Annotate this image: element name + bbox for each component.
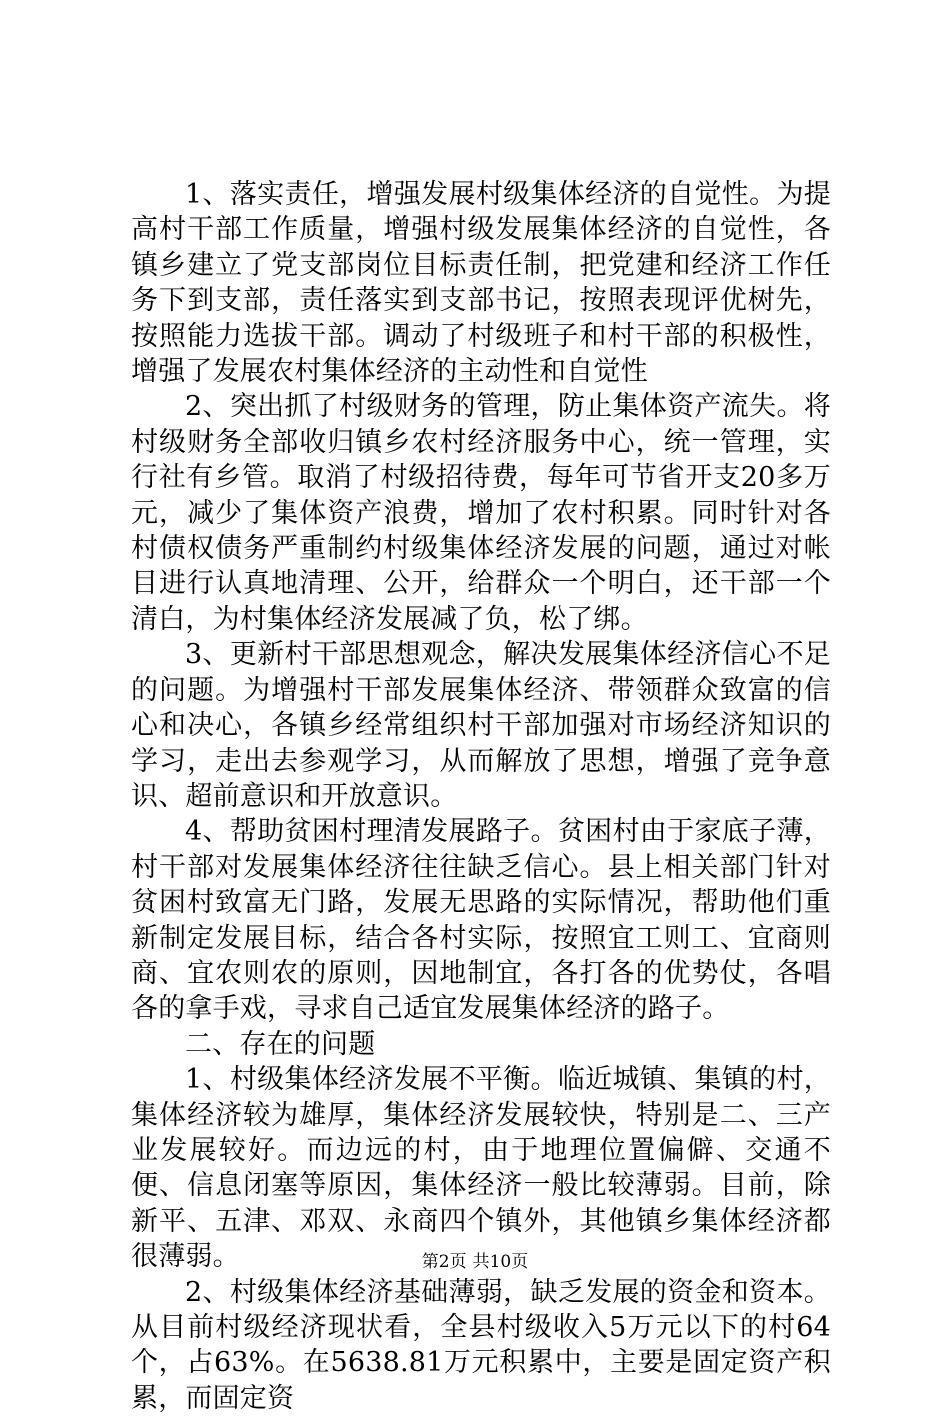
page-footer <box>0 1252 950 1272</box>
paragraph-finance-management: 2、突出抓了村级财务的管理，防止集体资产流失。将村级财务全部收归镇乡农村经济服务中心，统一管理，实行社有乡管。取消了村级招待费，每年可节省开支20多万元，减少了集体资产浪费，增加了农村积累。同时针对各村债权债务严重制约村级集体经济发展的问题，通过对帐目进行认真地清理、公开，给群众一个明白，还干部一个清白，为村集体经济发展减了负，松了绑。 <box>131 391 831 635</box>
paragraph-responsibility: 1、落实责任，增强发展村级集体经济的自觉性。为提高村干部工作质量，增强村级发展集体经济的自觉性，各镇乡建立了党支部岗位目标责任制，把党建和经济工作任务下到支部，责任落实到支部书记，按照表现评优树先，按照能力选拔干部。调动了村级班子和村干部的积极性，增强了发展农村集体经济的主动性和自觉性 <box>131 179 831 388</box>
page-number: 第2页 <box>421 1252 467 1272</box>
paragraph-mindset-update: 3、更新村干部思想观念，解决发展集体经济信心不足的问题。为增强村干部发展集体经济、带领群众致富的信心和决心，各镇乡经常组织村干部加强对市场经济知识的学习，走出去参观学习，从而解放了思想，增强了竞争意识、超前意识和开放意识。 <box>131 639 831 812</box>
page-total: 共10页 <box>472 1252 529 1272</box>
section-heading-problems: 二、存在的问题 <box>185 1028 376 1060</box>
paragraph-imbalance: 1、村级集体经济发展不平衡。临近城镇、集镇的村，集体经济较为雄厚，集体经济发展较快，特别是二、三产业发展较好。而边远的村，由于地理位置偏僻、交通不便、信息闭塞等原因，集体经济一般比较薄弱。目前，除新平、五津、邓双、永商四个镇外，其他镇乡集体经济都很薄弱。 <box>131 1064 831 1273</box>
body-text <box>131 177 831 1416</box>
paragraph-weak-foundation: 2、村级集体经济基础薄弱，缺乏发展的资金和资本。从目前村级经济现状看，全县村级收入5万元以下的村64个，占63%。在5638.81万元积累中，主要是固定资产积累，而固定资 <box>131 1276 831 1414</box>
paragraph-poor-village-help: 4、帮助贫困村理清发展路子。贫困村由于家底子薄，村干部对发展集体经济往往缺乏信心。县上相关部门针对贫困村致富无门路，发展无思路的实际情况，帮助他们重新制定发展目标，结合各村实际，按照宜工则工、宜商则商、宜农则农的原则，因地制宜，各打各的优势仗，各唱各的拿手戏，寻求自己适宜发展集体经济的路子。 <box>131 816 831 1025</box>
